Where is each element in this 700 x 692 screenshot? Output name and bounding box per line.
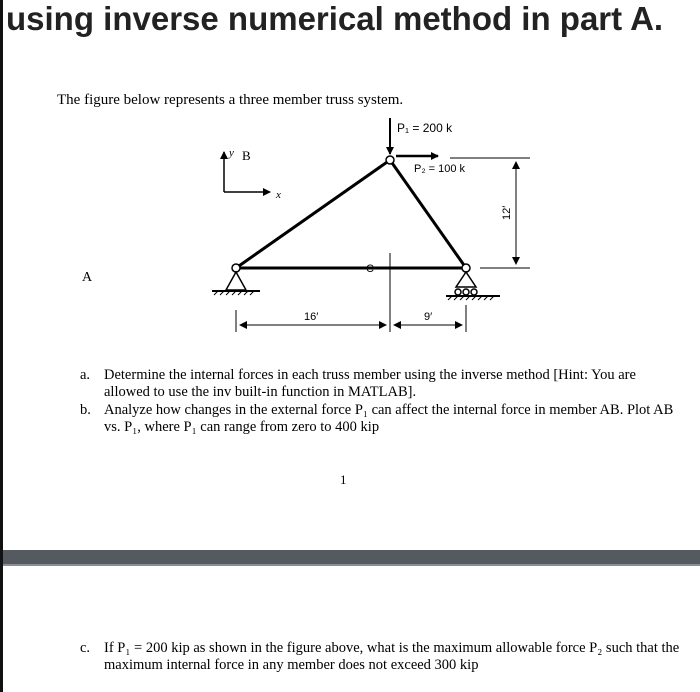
page-separator-shadow: [3, 564, 700, 566]
truss-figure: [200, 110, 540, 340]
question-c: [80, 640, 680, 675]
question-list: [80, 367, 680, 437]
question-marker: c.: [80, 640, 91, 656]
roller-support-c: [446, 272, 500, 300]
chord-c-label: C: [366, 263, 374, 275]
intro-text: The figure below represents a three member truss system.: [57, 92, 404, 108]
pin-support-a: [212, 272, 260, 295]
question-marker: a.: [80, 367, 91, 383]
joint-b-label: B: [242, 148, 251, 163]
axis-y-label: y: [229, 147, 234, 159]
question-b: [80, 402, 680, 436]
p2-label: P₂ = 100 k: [414, 163, 466, 175]
dim-9-label: 9′: [424, 311, 433, 323]
question-a: [80, 367, 680, 401]
dim-16-label: 16′: [304, 311, 319, 323]
left-edge-rule: [0, 0, 3, 692]
side-label-a: A: [82, 270, 93, 285]
truss-members: [236, 160, 466, 268]
page-heading: using inverse numerical method in part A.: [6, 0, 664, 37]
dim-12-label: 12′: [501, 205, 513, 220]
question-text: If P₁ = 200 kip as shown in the figure above, what is the maximum allowable force P₂ such that the maximum internal force in any member does not exceed 300 kip: [104, 640, 680, 673]
page-number: 1: [340, 472, 347, 487]
question-text: Analyze how changes in the external force P₁ can affect the internal force in member AB. Plot AB vs. P₁, where P₁ can range from zero to 400 kip: [104, 402, 674, 435]
joint-b: [386, 156, 394, 164]
page-separator-band: [3, 550, 700, 564]
question-text: Determine the internal forces in each truss member using the inverse method [Hint: You are allowed to use the inv built-in function in MATLAB].: [104, 367, 636, 400]
p1-label: P₁ = 200 k: [397, 121, 453, 135]
question-marker: b.: [80, 402, 91, 418]
axis-x-label: x: [276, 189, 281, 201]
